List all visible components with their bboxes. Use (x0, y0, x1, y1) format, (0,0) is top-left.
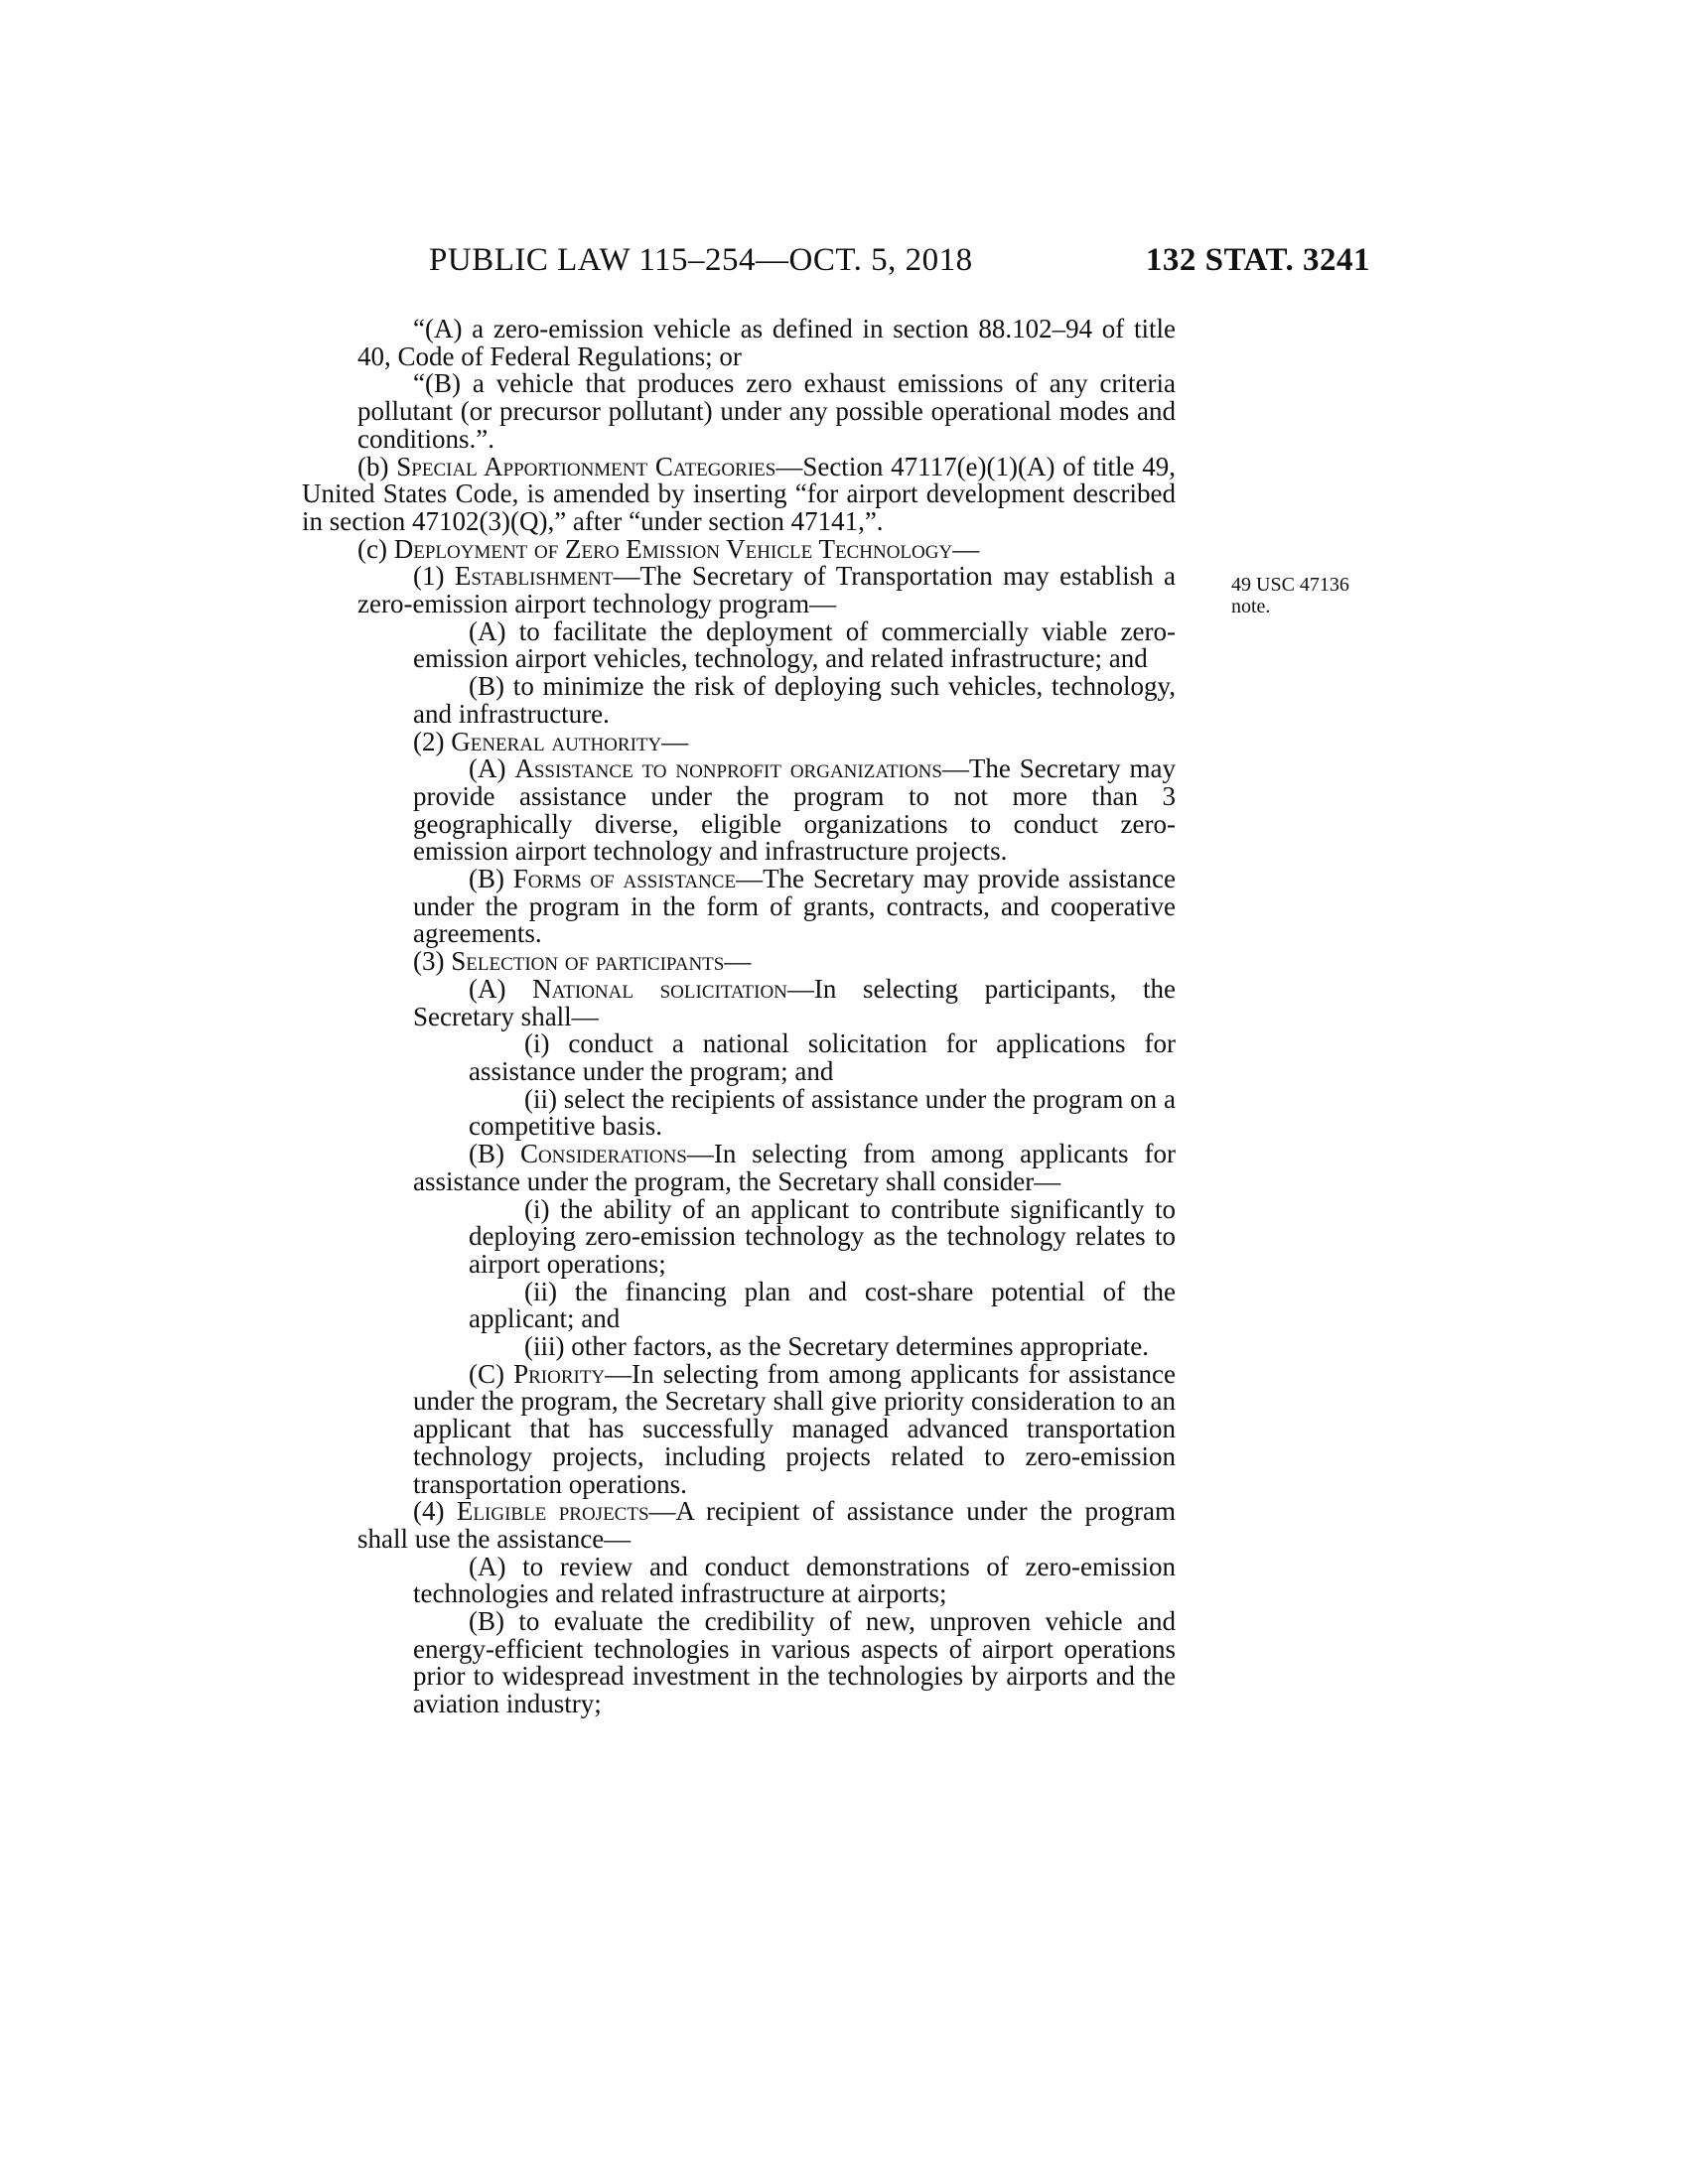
paragraph-4-heading: Eligible projects (456, 1496, 649, 1527)
paragraph-2-B-label: (B) (469, 864, 504, 894)
margin-citation-line-1: 49 USC 47136 (1231, 574, 1349, 596)
paragraph-2-A-heading: Assistance to nonprofit organizations (514, 753, 942, 784)
margin-citation (1231, 574, 1390, 617)
paragraph-3-B-label: (B) (469, 1139, 504, 1169)
paragraph-3-C-label: (C) (469, 1358, 504, 1389)
subsection-c-label: (c) (357, 533, 387, 564)
paragraph-3-B-text: —In selecting from among applicants for assistance under the program, the Secretary shall consider— (413, 1139, 1176, 1196)
clause-B-zero-exhaust: “(B) a vehicle that produces zero exhaust emissions of any criteria pollutant (or precursor pollutant) under any possible operational modes and conditions.”. (357, 368, 1176, 454)
subsection-c-heading: Deployment of Zero Emission Vehicle Technology (393, 533, 953, 564)
paragraph-1-text: —The Secretary of Transportation may establish a zero-emission airport technology program— (357, 561, 1176, 619)
paragraph-3-heading: Selection of participants (451, 946, 725, 977)
paragraph-4-B: (B) to evaluate the credibility of new, unproven vehicle and energy-efficient technologies in various aspects of airport operations prior to widespread investment in the technologies by airports and the aviation industry; (413, 1606, 1176, 1719)
paragraph-3-A-i: (i) conduct a national solicitation for applications for assistance under the program; and (469, 1028, 1176, 1086)
paragraph-1-heading: Establishment (454, 561, 614, 592)
paragraph-2-B-text: —The Secretary may provide assistance under the program in the form of grants, contracts, and cooperative agreements. (413, 864, 1177, 949)
paragraph-3 (302, 948, 1176, 976)
paragraph-4-text: —A recipient of assistance under the program shall use the assistance— (357, 1496, 1176, 1554)
subsection-b-heading: Special Apportionment Categories (396, 451, 776, 481)
paragraph-3-A-text: —In selecting participants, the Secretary shall— (413, 973, 1176, 1031)
paragraph-2-label: (2) (413, 726, 445, 756)
stat-page-number: 132 STAT. 3241 (1145, 242, 1370, 278)
paragraph-3-A-label: (A) (469, 973, 506, 1004)
paragraph-2-heading: General authority (451, 726, 662, 756)
paragraph-2 (302, 726, 1176, 756)
paragraph-3-A-heading: National solicitation (532, 973, 787, 1004)
paragraph-3-text: — (724, 946, 752, 977)
paragraph-4 (302, 1498, 1176, 1553)
subsection-b (302, 451, 1176, 536)
paragraph-2-B (302, 866, 1176, 948)
statute-body (302, 316, 1176, 1718)
paragraph-3-A (302, 973, 1176, 1031)
paragraph-3-B-i: (i) the ability of an applicant to contribute significantly to deploying zero-emission technology as the technology relates to airport operations; (469, 1193, 1176, 1279)
paragraph-2-B-heading: Forms of assistance (512, 864, 737, 894)
paragraph-1-A: (A) to facilitate the deployment of commercially viable zero-emission airport vehicles, technology, and related infrastructure; and (413, 615, 1176, 674)
law-title: PUBLIC LAW 115–254—OCT. 5, 2018 (429, 242, 973, 278)
subsection-b-label: (b) (357, 451, 389, 481)
paragraph-1 (302, 563, 1176, 617)
paragraph-4-label: (4) (413, 1496, 445, 1527)
paragraph-3-A-ii: (ii) select the recipients of assistance under the program on a competitive basis. (469, 1083, 1176, 1142)
paragraph-3-C-text: —In selecting from among applicants for assistance under the program, the Secretary shall give priority consideration to an applicant that has successfully managed advanced transportation technology projects, including projects related to zero-emission transportation operations. (413, 1358, 1176, 1499)
margin-citation-line-2: note. (1231, 596, 1271, 617)
paragraph-2-text: — (661, 726, 689, 756)
paragraph-1-label: (1) (413, 561, 445, 592)
paragraph-3-B-heading: Considerations (519, 1139, 687, 1169)
clause-A-zero-emission: “(A) a zero-emission vehicle as defined in section 88.102–94 of title 40, Code of Federal Regulations; or (357, 314, 1176, 371)
paragraph-2-A (302, 755, 1176, 866)
paragraph-2-A-label: (A) (469, 753, 506, 784)
paragraph-1-B: (B) to minimize the risk of deploying such vehicles, technology, and infrastructure. (413, 671, 1176, 729)
subsection-b-text: —Section 47117(e)(1)(A) of title 49, United States Code, is amended by inserting “for airport development described in section 47102(3)(Q),” after “under section 47141,”. (302, 451, 1176, 536)
paragraph-3-B-iii: (iii) other factors, as the Secretary determines appropriate. (524, 1331, 1149, 1362)
paragraph-3-label: (3) (413, 946, 445, 977)
page-header (0, 242, 1688, 286)
paragraph-4-A: (A) to review and conduct demonstrations of zero-emission technologies and related infrastructure at airports; (413, 1551, 1176, 1609)
subsection-c-text: — (952, 533, 980, 564)
paragraph-3-B (302, 1141, 1176, 1195)
paragraph-2-A-text: —The Secretary may provide assistance under the program to not more than 3 geographically diverse, eligible organizations to conduct zero-emission airport technology and infrastructure projects. (413, 753, 1176, 867)
paragraph-3-C-heading: Priority (513, 1358, 606, 1389)
paragraph-3-B-ii: (ii) the financing plan and cost-share potential of the applicant; and (469, 1276, 1176, 1334)
paragraph-3-C (302, 1358, 1176, 1499)
subsection-c (302, 533, 1176, 564)
